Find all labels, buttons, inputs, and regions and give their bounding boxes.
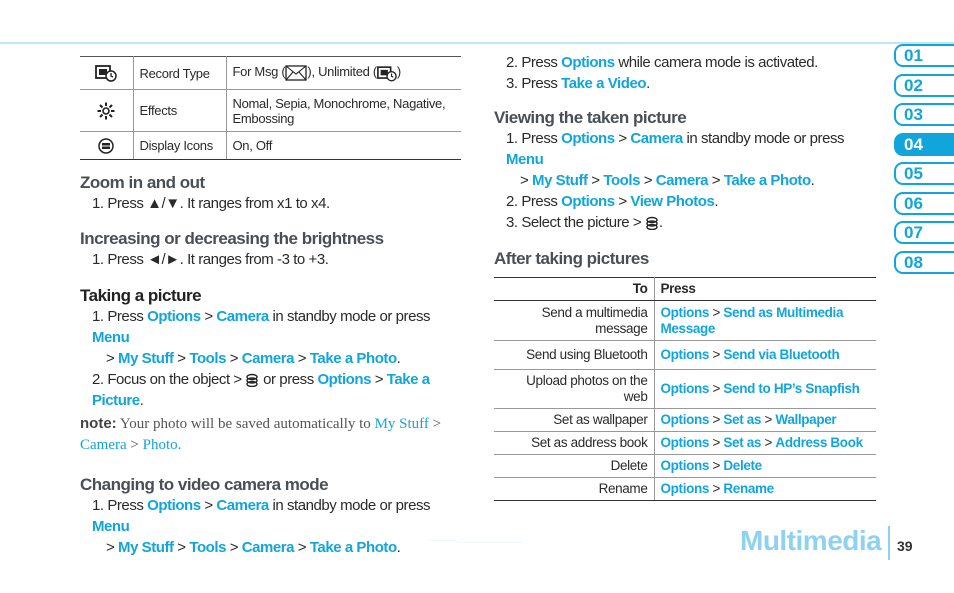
taking-step-1-cont: > My Stuff > Tools > Camera > Take a Photo. (106, 350, 401, 367)
col-press: Press (654, 278, 876, 301)
table-row (494, 341, 876, 370)
viewing-step-3: 3. Select the picture > . (506, 214, 663, 231)
action-press: Options > Send via Bluetooth (654, 341, 876, 370)
viewing-step-2: 2. Press Options > View Photos. (506, 193, 719, 210)
feature-name: Record Type (133, 57, 226, 90)
section-title: Multimedia (740, 525, 882, 556)
table-row (494, 455, 876, 478)
footer-divider (888, 526, 890, 560)
action-press: Options > Set as > Wallpaper (654, 409, 876, 432)
brightness-step-1: 1. Press ◄/►. It ranges from -3 to +3. (92, 251, 329, 268)
video-step-1-cont: > My Stuff > Tools > Camera > Take a Photo. (106, 539, 401, 556)
chapter-tab-01[interactable]: 01 (894, 44, 954, 67)
feature-value: On, Off (226, 132, 461, 160)
right-column (494, 52, 876, 501)
chapter-tab-07[interactable]: 07 (894, 221, 954, 244)
action-press: Options > Send as Multimedia Message (654, 301, 876, 341)
effects-icon (80, 90, 133, 132)
table-row (494, 370, 876, 409)
unlimited-record-icon (377, 65, 397, 82)
table-header-row (494, 278, 876, 301)
brightness-heading: Increasing or decreasing the brightness (80, 229, 384, 248)
action-press: Options > Delete (654, 455, 876, 478)
action-press: Options > Rename (654, 478, 876, 501)
after-heading: After taking pictures (494, 249, 649, 268)
note: note: Your photo will be saved automatically to My Stuff > Camera > Photo. (80, 415, 442, 453)
chapter-tab-03[interactable]: 03 (894, 103, 954, 126)
top-rule (0, 42, 954, 44)
action-to: Send a multimedia message (494, 301, 654, 341)
action-press: Options > Send to HP’s Snapfish (654, 370, 876, 409)
zoom-heading: Zoom in and out (80, 173, 205, 192)
feature-value: For Msg ( ), Unlimited ( ) (226, 57, 461, 90)
chapter-tab-06[interactable]: 06 (894, 192, 954, 215)
left-column (80, 56, 462, 558)
action-to: Upload photos on the web (494, 370, 654, 409)
action-to: Rename (494, 478, 654, 501)
table-row (494, 478, 876, 501)
video-step-1: 1. Press Options > Camera in standby mode or press Menu (92, 497, 431, 535)
action-press: Options > Set as > Address Book (654, 432, 876, 455)
table-row (494, 409, 876, 432)
action-to: Delete (494, 455, 654, 478)
feature-name: Effects (133, 90, 226, 132)
chapter-tab-05[interactable]: 05 (894, 162, 954, 185)
zoom-step-1: 1. Press ▲/▼. It ranges from x1 to x4. (92, 195, 330, 212)
table-row (494, 432, 876, 455)
ok-key-icon (245, 373, 259, 387)
table-row (80, 90, 461, 132)
video-heading: Changing to video camera mode (80, 475, 329, 494)
display-icons-icon (80, 132, 133, 160)
viewing-step-1: 1. Press Options > Camera in standby mode or press Menu (506, 130, 845, 168)
video-step-3: 3. Press Take a Video. (506, 75, 650, 92)
viewing-heading: Viewing the taken picture (494, 108, 687, 127)
action-to: Set as address book (494, 432, 654, 455)
taking-heading: Taking a picture (80, 286, 202, 305)
table-row (494, 301, 876, 341)
chapter-tab-08[interactable]: 08 (894, 251, 954, 274)
taking-step-2: 2. Focus on the object > or press Options > Take a Picture. (92, 371, 430, 409)
taking-step-1: 1. Press Options > Camera in standby mode or press Menu (92, 308, 431, 346)
chapter-tab-04[interactable]: 04 (894, 133, 954, 156)
record-type-icon (80, 57, 133, 90)
envelope-icon (285, 65, 307, 81)
video-step-2: 2. Press Options while camera mode is activated. (506, 54, 818, 71)
actions-table (494, 277, 876, 501)
table-row (80, 132, 461, 160)
chapter-tabs (894, 44, 954, 280)
feature-value: Nomal, Sepia, Monochrome, Nagative, Embossing (226, 90, 461, 132)
feature-name: Display Icons (133, 132, 226, 160)
feature-table (80, 56, 461, 160)
ok-key-icon (645, 216, 659, 230)
col-to: To (494, 278, 654, 301)
action-to: Send using Bluetooth (494, 341, 654, 370)
chapter-tab-02[interactable]: 02 (894, 74, 954, 97)
action-to: Set as wallpaper (494, 409, 654, 432)
viewing-step-1-cont: > My Stuff > Tools > Camera > Take a Photo. (520, 172, 815, 189)
table-row (80, 57, 461, 90)
page-number: 39 (897, 538, 913, 554)
